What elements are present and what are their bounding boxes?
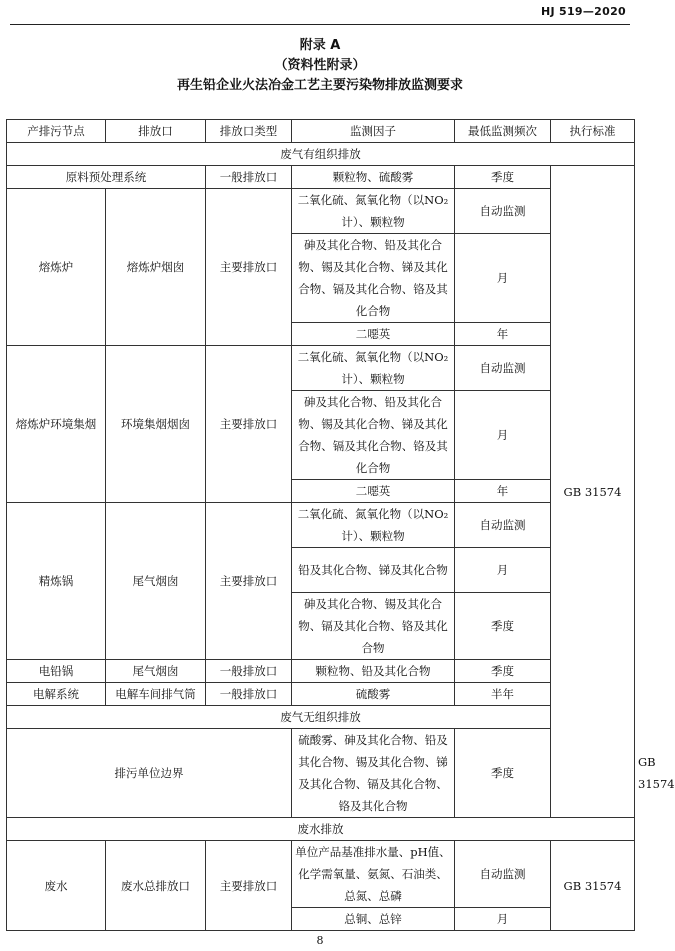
outlet-type-cell: 一般排放口 — [206, 660, 292, 683]
frequency-cell: 季度 — [455, 166, 551, 189]
col-header-node: 产排污节点 — [7, 120, 106, 143]
frequency-cell: 半年 — [455, 683, 551, 706]
node-cell: 熔炼炉 — [7, 189, 106, 346]
section-wastewater: 废水排放 — [7, 818, 635, 841]
col-header-outlet-type: 排放口类型 — [206, 120, 292, 143]
section-row — [7, 706, 635, 729]
frequency-cell: 季度 — [455, 660, 551, 683]
table-row — [7, 503, 635, 548]
frequency-cell: 年 — [455, 323, 551, 346]
outlet-cell: 电解车间排气筒 — [106, 683, 206, 706]
appendix-heading — [0, 36, 640, 96]
frequency-cell: 年 — [455, 480, 551, 503]
factor-cell: 硫酸雾 — [292, 683, 455, 706]
col-header-frequency: 最低监测频次 — [455, 120, 551, 143]
factor-cell: 铅及其化合物、锑及其化合物 — [292, 548, 455, 593]
frequency-cell: 月 — [455, 234, 551, 323]
factor-cell: 颗粒物、铅及其化合物 — [292, 660, 455, 683]
appendix-title: 再生铅企业火法冶金工艺主要污染物排放监测要求 — [176, 78, 463, 93]
factor-cell: 二噁英 — [292, 480, 455, 503]
outlet-cell: 废水总排放口 — [106, 841, 206, 931]
standard-cell: GB 31574 — [551, 166, 635, 818]
section-unorganized-air: 废气无组织排放 — [7, 706, 635, 729]
frequency-cell: 月 — [455, 391, 551, 480]
node-cell: 排污单位边界 — [7, 729, 292, 818]
table-row — [7, 841, 635, 908]
table-row — [7, 660, 635, 683]
frequency-cell: 季度 — [455, 593, 551, 660]
factor-cell: 硫酸雾、砷及其化合物、铅及其化合物、锡及其化合物、锑及其化合物、镉及其化合物、铬及其化合物 — [292, 729, 455, 818]
factor-cell: 二氧化硫、氮氧化物（以NO₂计）、颗粒物 — [292, 189, 455, 234]
outlet-type-cell: 一般排放口 — [206, 683, 292, 706]
factor-cell: 单位产品基准排水量、pH值、化学需氧量、氨氮、石油类、总氮、总磷 — [292, 841, 455, 908]
appendix-label: 附录 A — [299, 38, 341, 53]
appendix-type: （资料性附录） — [274, 58, 366, 73]
factor-cell: 二氧化硫、氮氧化物（以NO₂计）、颗粒物 — [292, 503, 455, 548]
factor-cell: 二噁英 — [292, 323, 455, 346]
outlet-cell: 尾气烟囱 — [106, 660, 206, 683]
header-rule — [10, 24, 630, 25]
outlet-cell: 环境集烟烟囱 — [106, 346, 206, 503]
col-header-standard: 执行标准 — [551, 120, 635, 143]
frequency-cell: 月 — [455, 908, 551, 931]
node-cell: 精炼锅 — [7, 503, 106, 660]
table-row — [7, 189, 635, 234]
outlet-type-cell: 主要排放口 — [206, 189, 292, 346]
section-row — [7, 143, 635, 166]
col-header-outlet: 排放口 — [106, 120, 206, 143]
section-organized-air: 废气有组织排放 — [7, 143, 635, 166]
table-row — [7, 346, 635, 391]
factor-cell: 颗粒物、硫酸雾 — [292, 166, 455, 189]
table-header-row — [7, 120, 635, 143]
frequency-cell: 自动监测 — [455, 841, 551, 908]
monitoring-requirements-table — [6, 119, 675, 931]
factor-cell: 砷及其化合物、铅及其化合物、锡及其化合物、锑及其化合物、镉及其化合物、铬及其化合物 — [292, 391, 455, 480]
factor-cell: 砷及其化合物、铅及其化合物、锡及其化合物、锑及其化合物、镉及其化合物、铬及其化合物 — [292, 234, 455, 323]
factor-cell: 二氧化硫、氮氧化物（以NO₂计）、颗粒物 — [292, 346, 455, 391]
node-cell: 原料预处理系统 — [7, 166, 206, 189]
table-row — [7, 166, 635, 189]
standard-cell: GB 31574 — [551, 841, 635, 931]
outlet-type-cell: 主要排放口 — [206, 346, 292, 503]
node-cell: 电解系统 — [7, 683, 106, 706]
frequency-cell: 自动监测 — [455, 503, 551, 548]
page-number: 8 — [316, 934, 324, 947]
outlet-cell: 尾气烟囱 — [106, 503, 206, 660]
section-row — [7, 818, 635, 841]
table-row: 排污单位边界 硫酸雾、砷及其化合物、铅及其化合物、锡及其化合物、锑及其化合物、镉及其化合物、铬及其化合物 季度 GB 31574 — [7, 729, 635, 818]
node-cell: 废水 — [7, 841, 106, 931]
col-header-factor: 监测因子 — [292, 120, 455, 143]
node-cell: 电铅锅 — [7, 660, 106, 683]
frequency-cell: 季度 — [455, 729, 551, 818]
document-code: HJ 519—2020 — [540, 5, 626, 18]
factor-cell: 砷及其化合物、锡及其化合物、镉及其化合物、铬及其化合物 — [292, 593, 455, 660]
outlet-type-cell: 主要排放口 — [206, 503, 292, 660]
outlet-cell: 熔炼炉烟囱 — [106, 189, 206, 346]
frequency-cell: 自动监测 — [455, 189, 551, 234]
outlet-type-cell: 主要排放口 — [206, 841, 292, 931]
outlet-type-cell: 一般排放口 — [206, 166, 292, 189]
frequency-cell: 自动监测 — [455, 346, 551, 391]
table-row — [7, 683, 635, 706]
frequency-cell: 月 — [455, 548, 551, 593]
node-cell: 熔炼炉环境集烟 — [7, 346, 106, 503]
factor-cell: 总铜、总锌 — [292, 908, 455, 931]
